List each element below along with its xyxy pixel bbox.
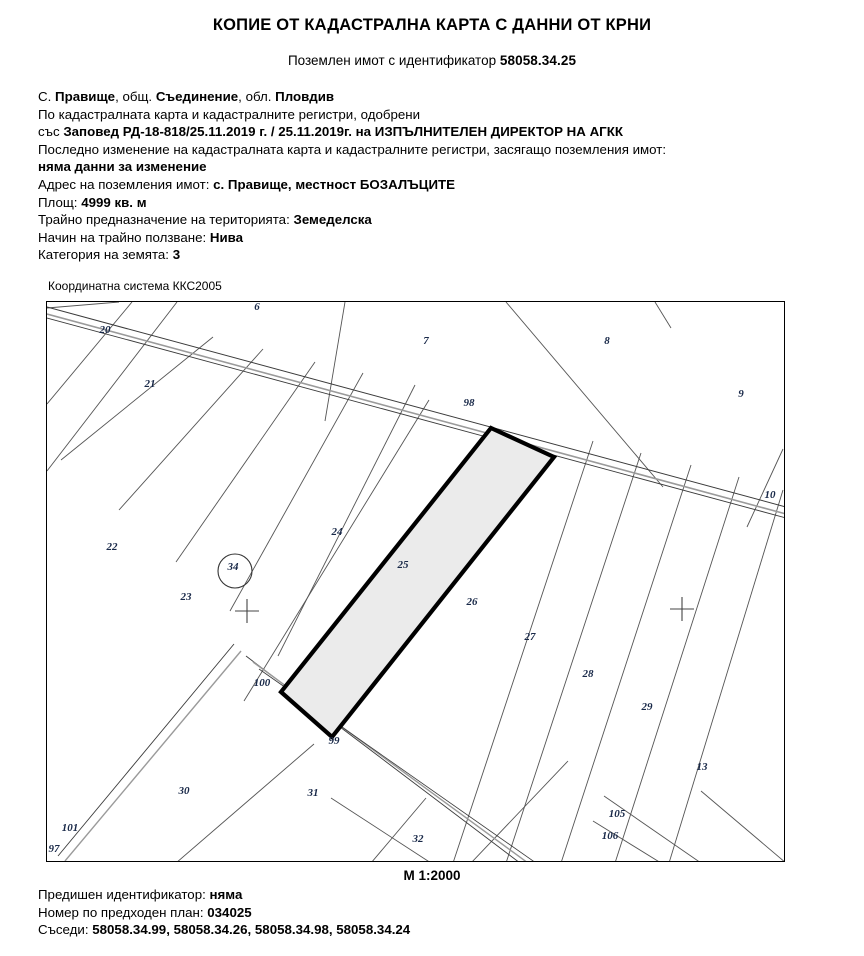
neighbors-value: 58058.34.99, 58058.34.26, 58058.34.98, 58058.34.24: [92, 922, 411, 938]
parcel-number-label: 26: [466, 596, 478, 609]
parcel-number-label: 97: [48, 843, 60, 856]
parcel-number-label: 20: [99, 324, 111, 337]
district-name: Пловдив: [275, 89, 335, 104]
village-prefix: С.: [38, 89, 52, 104]
parcel-number-label: 6: [254, 301, 261, 314]
parcel-number-label: 99: [328, 735, 340, 748]
parcel-number-label: 23: [180, 591, 192, 604]
approval-order-value: Заповед РД-18-818/25.11.2019 г. / 25.11.2019г. на ИЗПЪЛНИТЕЛЕН ДИРЕКТОР НА АГКК: [63, 124, 623, 140]
cadastral-map[interactable]: [46, 301, 785, 862]
previous-identifier-value: няма: [209, 887, 243, 902]
previous-identifier-label: Предишен идентификатор:: [38, 887, 206, 902]
parcel-number-label: 22: [106, 541, 118, 554]
address-value: с. Правище, местност БОЗАЛЪЦИТЕ: [213, 176, 456, 192]
parcel-number-label: 9: [738, 388, 745, 401]
previous-identifier-line: [38, 886, 410, 904]
purpose-value: Земеделска: [293, 212, 372, 228]
document-title: КОПИЕ ОТ КАДАСТРАЛНА КАРТА С ДАННИ ОТ КРНИ: [212, 16, 652, 34]
parcel-number-label: 8: [604, 335, 611, 348]
identifier-value: 58058.34.25: [499, 53, 577, 68]
municipality-prefix: общ.: [122, 89, 153, 104]
parcel-number-label: 29: [641, 701, 653, 714]
approval-order-prefix: със: [38, 124, 60, 140]
parcel-number-label: 30: [178, 785, 190, 798]
parcel-number-label: 105: [609, 808, 626, 821]
parcel-number-label: 100: [254, 677, 271, 690]
address-label: Адрес на поземления имот:: [38, 176, 210, 192]
approval-order-line: [38, 123, 864, 141]
category-label: Категория на земята:: [38, 247, 170, 263]
parcel-number-label: 13: [696, 761, 708, 774]
usage-line: [38, 229, 864, 247]
map-scale: M 1:2000: [403, 868, 461, 883]
area-value: 4999 кв. м: [81, 194, 147, 210]
parcel-number-label: 25: [397, 559, 409, 572]
area-line: [38, 194, 864, 212]
parcel-number-label: 7: [423, 335, 430, 348]
address-line: [38, 176, 864, 194]
footer-block: [38, 886, 410, 939]
parcel-number-label: 28: [582, 668, 594, 681]
usage-value: Нива: [209, 229, 244, 245]
previous-plan-line: [38, 904, 410, 922]
parcel-number-label: 34: [227, 561, 239, 574]
parcel-number-label: 98: [463, 397, 475, 410]
approval-line-1: По кадастралната карта и кадастралните регистри, одобрени: [38, 106, 421, 122]
identifier-label: Поземлен имот с идентификатор: [287, 53, 497, 68]
category-value: 3: [172, 247, 181, 263]
parcel-number-label: 24: [331, 526, 343, 539]
purpose-line: [38, 211, 864, 229]
parcel-number-label: 10: [764, 489, 776, 502]
property-identifier-line: [0, 53, 864, 68]
parcel-number-label: 106: [602, 830, 619, 843]
last-change-label: Последно изменение на кадастралната карта и кадастралните регистри, засягащо поземления имот:: [38, 141, 667, 157]
parcel-label-layer: [46, 301, 784, 861]
location-line: С. Правище, общ. Съединение, обл. Пловдив: [38, 89, 335, 104]
parcel-number-label: 31: [307, 787, 319, 800]
previous-plan-value: 034025: [207, 904, 252, 920]
parcel-number-label: 101: [62, 822, 79, 835]
municipality-name: Съединение: [155, 89, 239, 104]
coordinate-system-label: Координатна система ККС2005: [48, 279, 222, 293]
village-name: Правище: [55, 89, 116, 104]
last-change-value: няма данни за изменение: [38, 159, 207, 175]
area-label: Площ:: [38, 194, 78, 210]
purpose-label: Трайно предназначение на територията:: [38, 212, 290, 228]
metadata-block: [38, 88, 864, 264]
usage-label: Начин на трайно ползване:: [38, 229, 207, 245]
neighbors-line: [38, 921, 410, 939]
parcel-labels: [49, 301, 777, 855]
district-prefix: обл.: [245, 89, 272, 104]
parcel-number-label: 21: [144, 378, 156, 391]
neighbors-label: Съседи:: [38, 922, 89, 938]
parcel-number-label: 32: [412, 833, 424, 846]
parcel-number-label: 27: [524, 631, 536, 644]
category-line: [38, 246, 864, 264]
previous-plan-label: Номер по предходен план:: [38, 904, 204, 920]
